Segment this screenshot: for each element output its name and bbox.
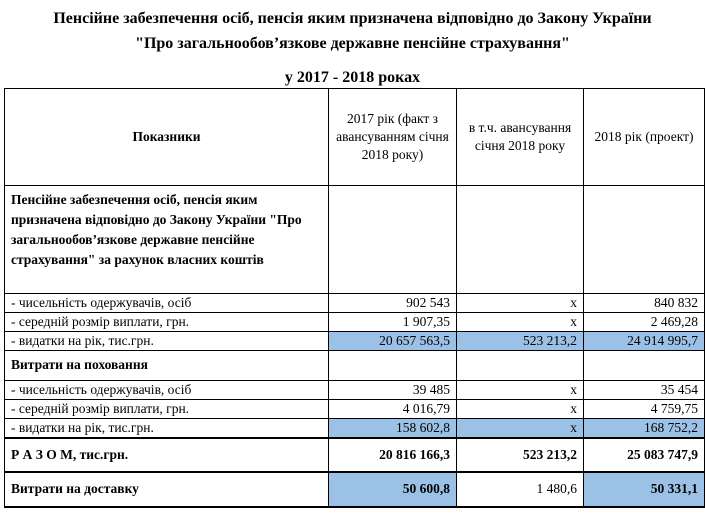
- cell-2018: 24 914 995,7: [584, 332, 705, 351]
- cell-advance: x: [457, 294, 584, 313]
- table-row: [5, 400, 705, 419]
- delivery-label: Витрати на доставку: [5, 472, 329, 507]
- section-title-row: [5, 351, 705, 381]
- row-label: - видатки на рік, тис.грн.: [5, 332, 329, 351]
- cell-advance: x: [457, 381, 584, 400]
- section-title-burial: Витрати на поховання: [5, 351, 329, 381]
- delivery-2017: 50 600,8: [329, 472, 457, 507]
- delivery-advance: 1 480,6: [457, 472, 584, 507]
- total-advance: 523 213,2: [457, 438, 584, 472]
- document-title-line-2: "Про загальнообов’язкове державне пенсійне страхування": [135, 35, 570, 52]
- cell-2018: 35 454: [584, 381, 705, 400]
- total-2017: 20 816 166,3: [329, 438, 457, 472]
- cell-advance: x: [457, 400, 584, 419]
- cell-advance: x: [457, 313, 584, 332]
- table-row: [5, 313, 705, 332]
- table-row: [5, 419, 705, 438]
- cell-2018: 168 752,2: [584, 419, 705, 438]
- total-row: [5, 438, 705, 472]
- delivery-2018: 50 331,1: [584, 472, 705, 507]
- cell-2018: 2 469,28: [584, 313, 705, 332]
- cell-2017: 20 657 563,5: [329, 332, 457, 351]
- cell-2017: 4 016,79: [329, 400, 457, 419]
- cell-2018: 4 759,75: [584, 400, 705, 419]
- cell-2017: 158 602,8: [329, 419, 457, 438]
- section-title-pension: Пенсійне забезпечення осіб, пенсія яким призначена відповідно до Закону України "Про загальнообов’язкове державне пенсійне страхування" за рахунок власних коштів: [5, 186, 329, 294]
- table-row: [5, 381, 705, 400]
- table-row: [5, 294, 705, 313]
- cell-2017: 39 485: [329, 381, 457, 400]
- total-2018: 25 083 747,9: [584, 438, 705, 472]
- cell-advance: x: [457, 419, 584, 438]
- delivery-row: [5, 472, 705, 507]
- row-label: - чисельність одержувачів, осіб: [5, 381, 329, 400]
- header-indicators: Показники: [5, 89, 329, 186]
- section-title-row: [5, 186, 705, 294]
- row-label: - чисельність одержувачів, осіб: [5, 294, 329, 313]
- header-2017: 2017 рік (факт з авансуванням січня 2018 року): [329, 89, 457, 186]
- row-label: - середній розмір виплати, грн.: [5, 313, 329, 332]
- header-2018: 2018 рік (проект): [584, 89, 705, 186]
- row-label: - середній розмір виплати, грн.: [5, 400, 329, 419]
- row-label: - видатки на рік, тис.грн.: [5, 419, 329, 438]
- cell-advance: 523 213,2: [457, 332, 584, 351]
- pension-table: [4, 88, 705, 508]
- header-advance: в т.ч. авансування січня 2018 року: [457, 89, 584, 186]
- document-title-line-1: Пенсійне забезпечення осіб, пенсія яким призначена відповідно до Закону України: [53, 10, 652, 27]
- table-header-row: [5, 89, 705, 186]
- cell-2017: 1 907,35: [329, 313, 457, 332]
- document-title-years: у 2017 - 2018 роках: [284, 69, 421, 86]
- table-row: [5, 332, 705, 351]
- cell-2017: 902 543: [329, 294, 457, 313]
- total-label: Р А З О М, тис.грн.: [5, 438, 329, 472]
- cell-2018: 840 832: [584, 294, 705, 313]
